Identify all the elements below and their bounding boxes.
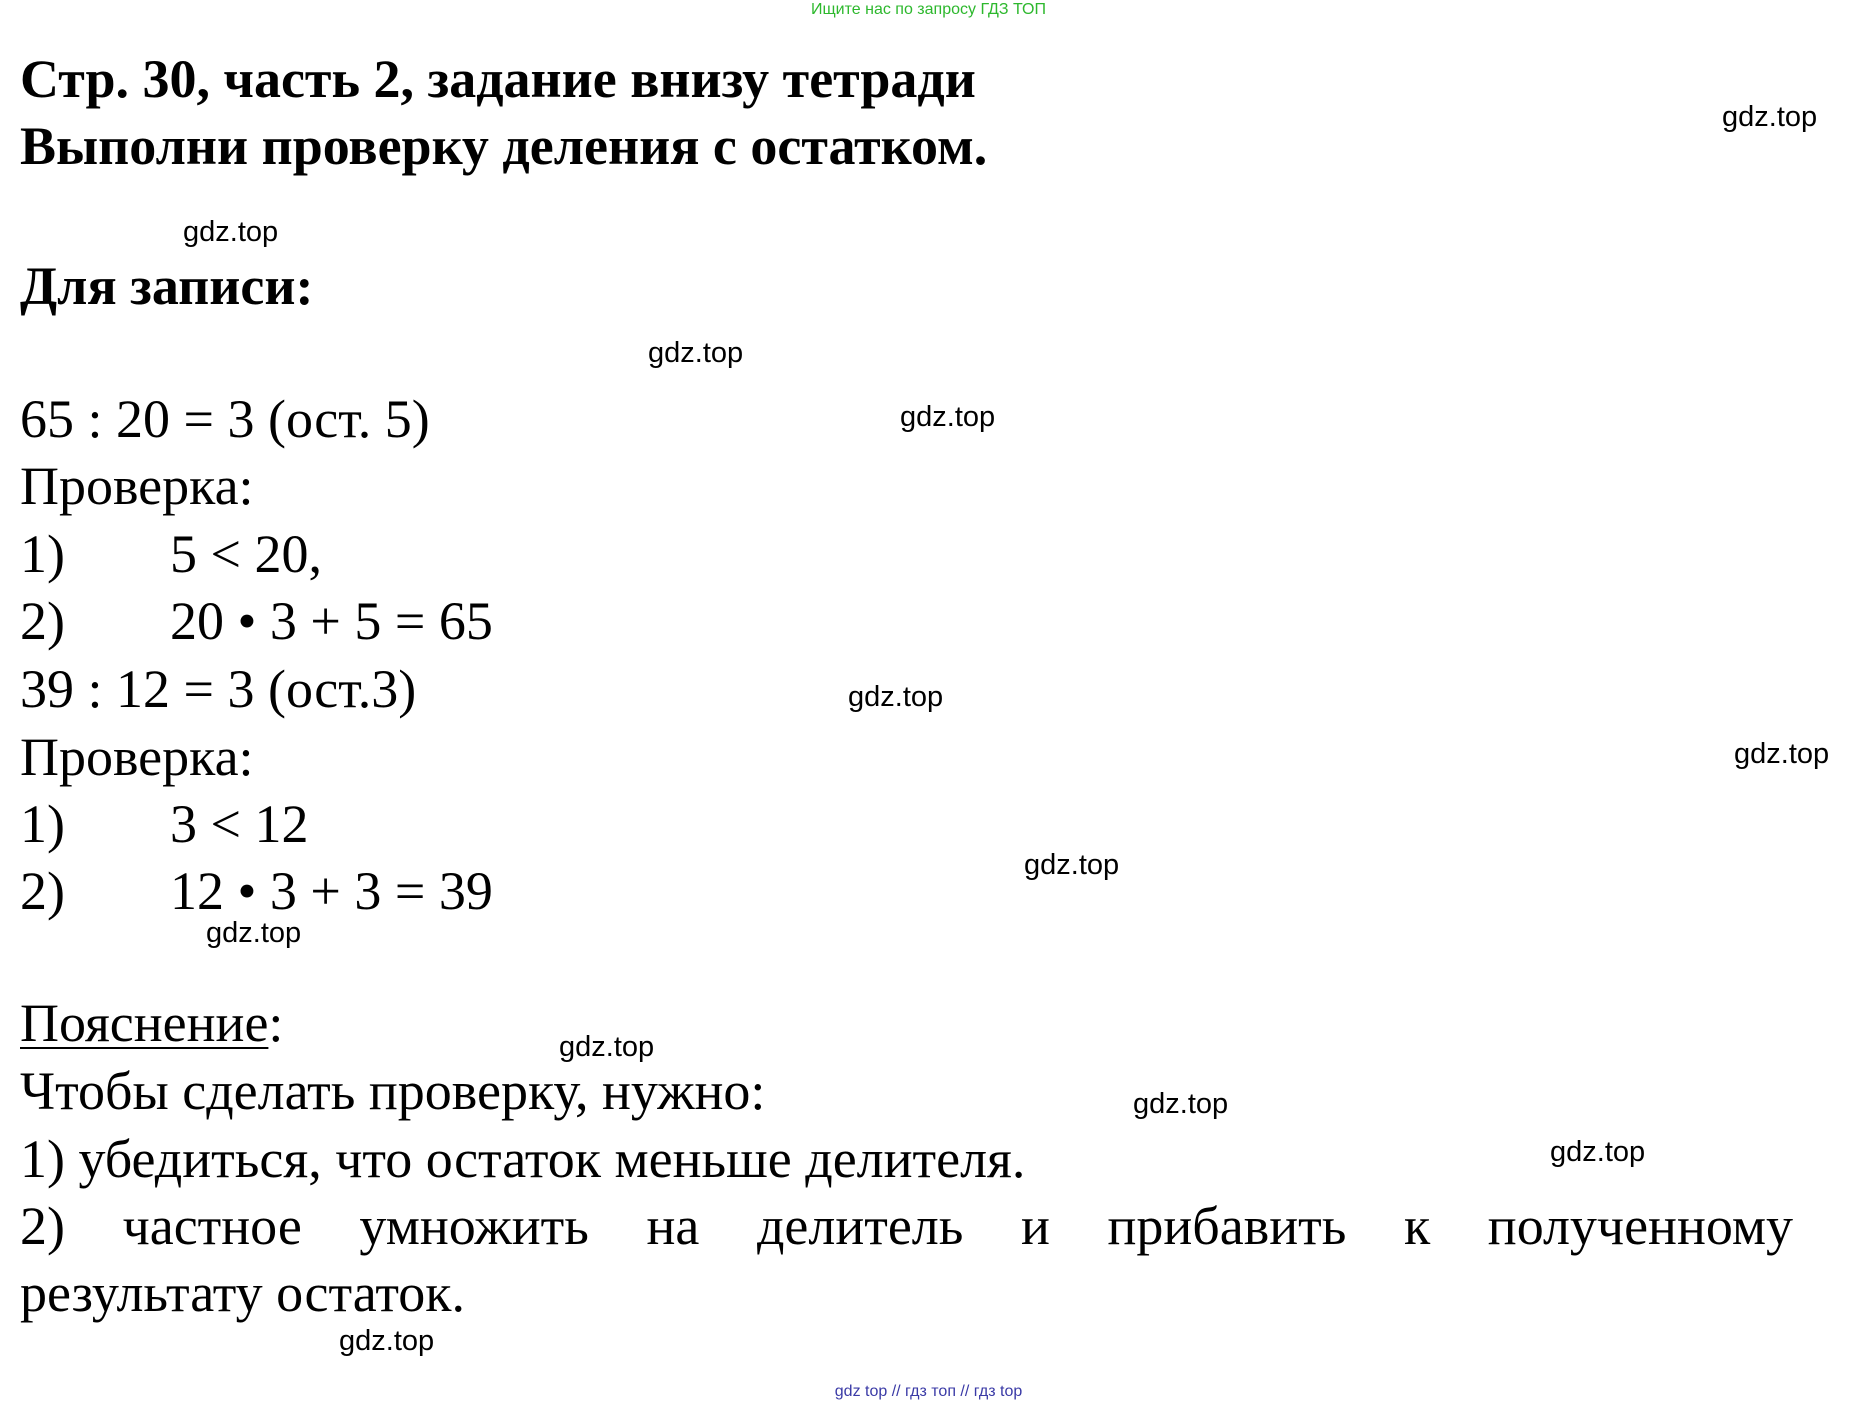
- example2-check-label: Проверка:: [20, 727, 254, 787]
- watermark: gdz.top: [559, 1031, 655, 1063]
- step-number: 2): [20, 861, 65, 921]
- bottom-banner[interactable]: gdz top // гдз топ // гдз top: [834, 1383, 1023, 1400]
- step-expression: 3 < 12: [170, 794, 309, 854]
- watermark: gdz.top: [1133, 1088, 1229, 1120]
- watermark: gdz.top: [648, 337, 744, 369]
- step-number: 1): [20, 794, 65, 854]
- example1-step2: [20, 588, 493, 654]
- watermark: gdz.top: [1024, 849, 1120, 881]
- top-banner[interactable]: Ищите нас по запросу ГДЗ ТОП: [811, 1, 1046, 18]
- task-heading: Стр. 30, часть 2, задание внизу тетради: [20, 49, 976, 109]
- watermark: gdz.top: [900, 401, 996, 433]
- step-number: 2): [20, 591, 65, 651]
- step-expression: 5 < 20,: [170, 524, 322, 584]
- explanation-heading: [20, 990, 283, 1056]
- example1-check-label: Проверка:: [20, 456, 254, 516]
- record-label: Для записи:: [20, 256, 314, 316]
- explanation-step2-line1: 2) частное умножить на делитель и прибавить к полученному: [20, 1196, 1793, 1256]
- watermark: gdz.top: [183, 216, 279, 248]
- example2-step2: [20, 858, 493, 924]
- step-expression: 12 • 3 + 3 = 39: [170, 861, 493, 921]
- step-expression: 20 • 3 + 5 = 65: [170, 591, 493, 651]
- watermark: gdz.top: [1734, 738, 1830, 770]
- explanation-label: Пояснение: [20, 993, 269, 1053]
- task-instruction: Выполни проверку деления с остатком.: [20, 116, 988, 176]
- watermark: gdz.top: [339, 1325, 435, 1357]
- example1-equation: 65 : 20 = 3 (ост. 5): [20, 389, 430, 449]
- example2-equation: 39 : 12 = 3 (ост.3): [20, 659, 417, 719]
- step-number: 1): [20, 524, 65, 584]
- watermark: gdz.top: [1550, 1136, 1646, 1168]
- explanation-step1: 1) убедиться, что остаток меньше делителя.: [20, 1129, 1026, 1189]
- explanation-step2-line2: результату остаток.: [20, 1263, 465, 1323]
- watermark: gdz.top: [848, 681, 944, 713]
- watermark: gdz.top: [206, 917, 302, 949]
- watermark: gdz.top: [1722, 101, 1818, 133]
- example1-step1: [20, 521, 322, 587]
- example2-step1: [20, 791, 308, 857]
- explanation-intro: Чтобы сделать проверку, нужно:: [20, 1061, 766, 1121]
- explanation-colon: :: [268, 993, 284, 1053]
